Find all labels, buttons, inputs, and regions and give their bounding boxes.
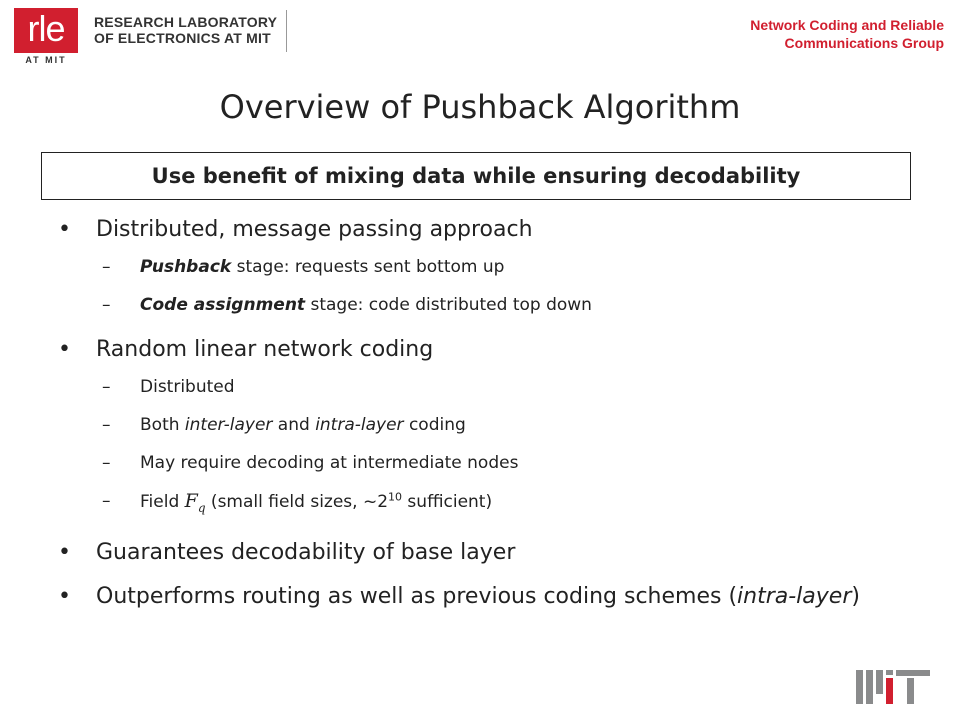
sub-bullet-item: – Pushback stage: requests sent bottom up bbox=[102, 257, 505, 277]
boxed-statement: Use benefit of mixing data while ensuring decodability bbox=[41, 152, 911, 200]
slide-title: Overview of Pushback Algorithm bbox=[219, 88, 741, 126]
sub-bullet-item: – Distributed bbox=[102, 377, 235, 397]
bullet-item: • Outperforms routing as well as previous coding schemes (intra-layer) bbox=[58, 582, 938, 612]
lab-name bbox=[94, 14, 294, 46]
rle-logo-icon bbox=[14, 8, 78, 68]
lab-name-line1: RESEARCH LABORATORY bbox=[94, 14, 278, 30]
mit-logo-icon bbox=[856, 668, 932, 706]
bullet-list bbox=[58, 215, 938, 618]
field-symbol: $F_q$ bbox=[184, 490, 206, 515]
bullet-group-2 bbox=[58, 335, 938, 520]
sub-bullet-item: – Code assignment stage: code distributed top down bbox=[102, 295, 592, 315]
bullet-item: • Guarantees decodability of base layer bbox=[58, 538, 938, 568]
sub-bullet-item: – Both inter-layer and intra-layer coding bbox=[102, 415, 466, 435]
bullet-item: • Distributed, message passing approach bbox=[58, 215, 938, 245]
bullet-group-1 bbox=[58, 215, 938, 317]
sub-bullet-item: – Field $F_q$ (small field sizes, $\sim 2^{10}$ sufficient) bbox=[102, 490, 493, 515]
group-name-line1: Network Coding and Reliable bbox=[750, 17, 944, 33]
bullet-item: • Random linear network coding bbox=[58, 335, 938, 365]
rle-logo-text: rle bbox=[14, 8, 78, 53]
rle-logo-subtext: AT MIT bbox=[25, 55, 67, 65]
group-name-line2: Communications Group bbox=[784, 35, 944, 51]
header-divider bbox=[286, 10, 287, 52]
sub-bullet-item: – May require decoding at intermediate nodes bbox=[102, 453, 519, 473]
group-name bbox=[644, 16, 944, 52]
lab-name-line2: OF ELECTRONICS AT MIT bbox=[94, 30, 271, 46]
